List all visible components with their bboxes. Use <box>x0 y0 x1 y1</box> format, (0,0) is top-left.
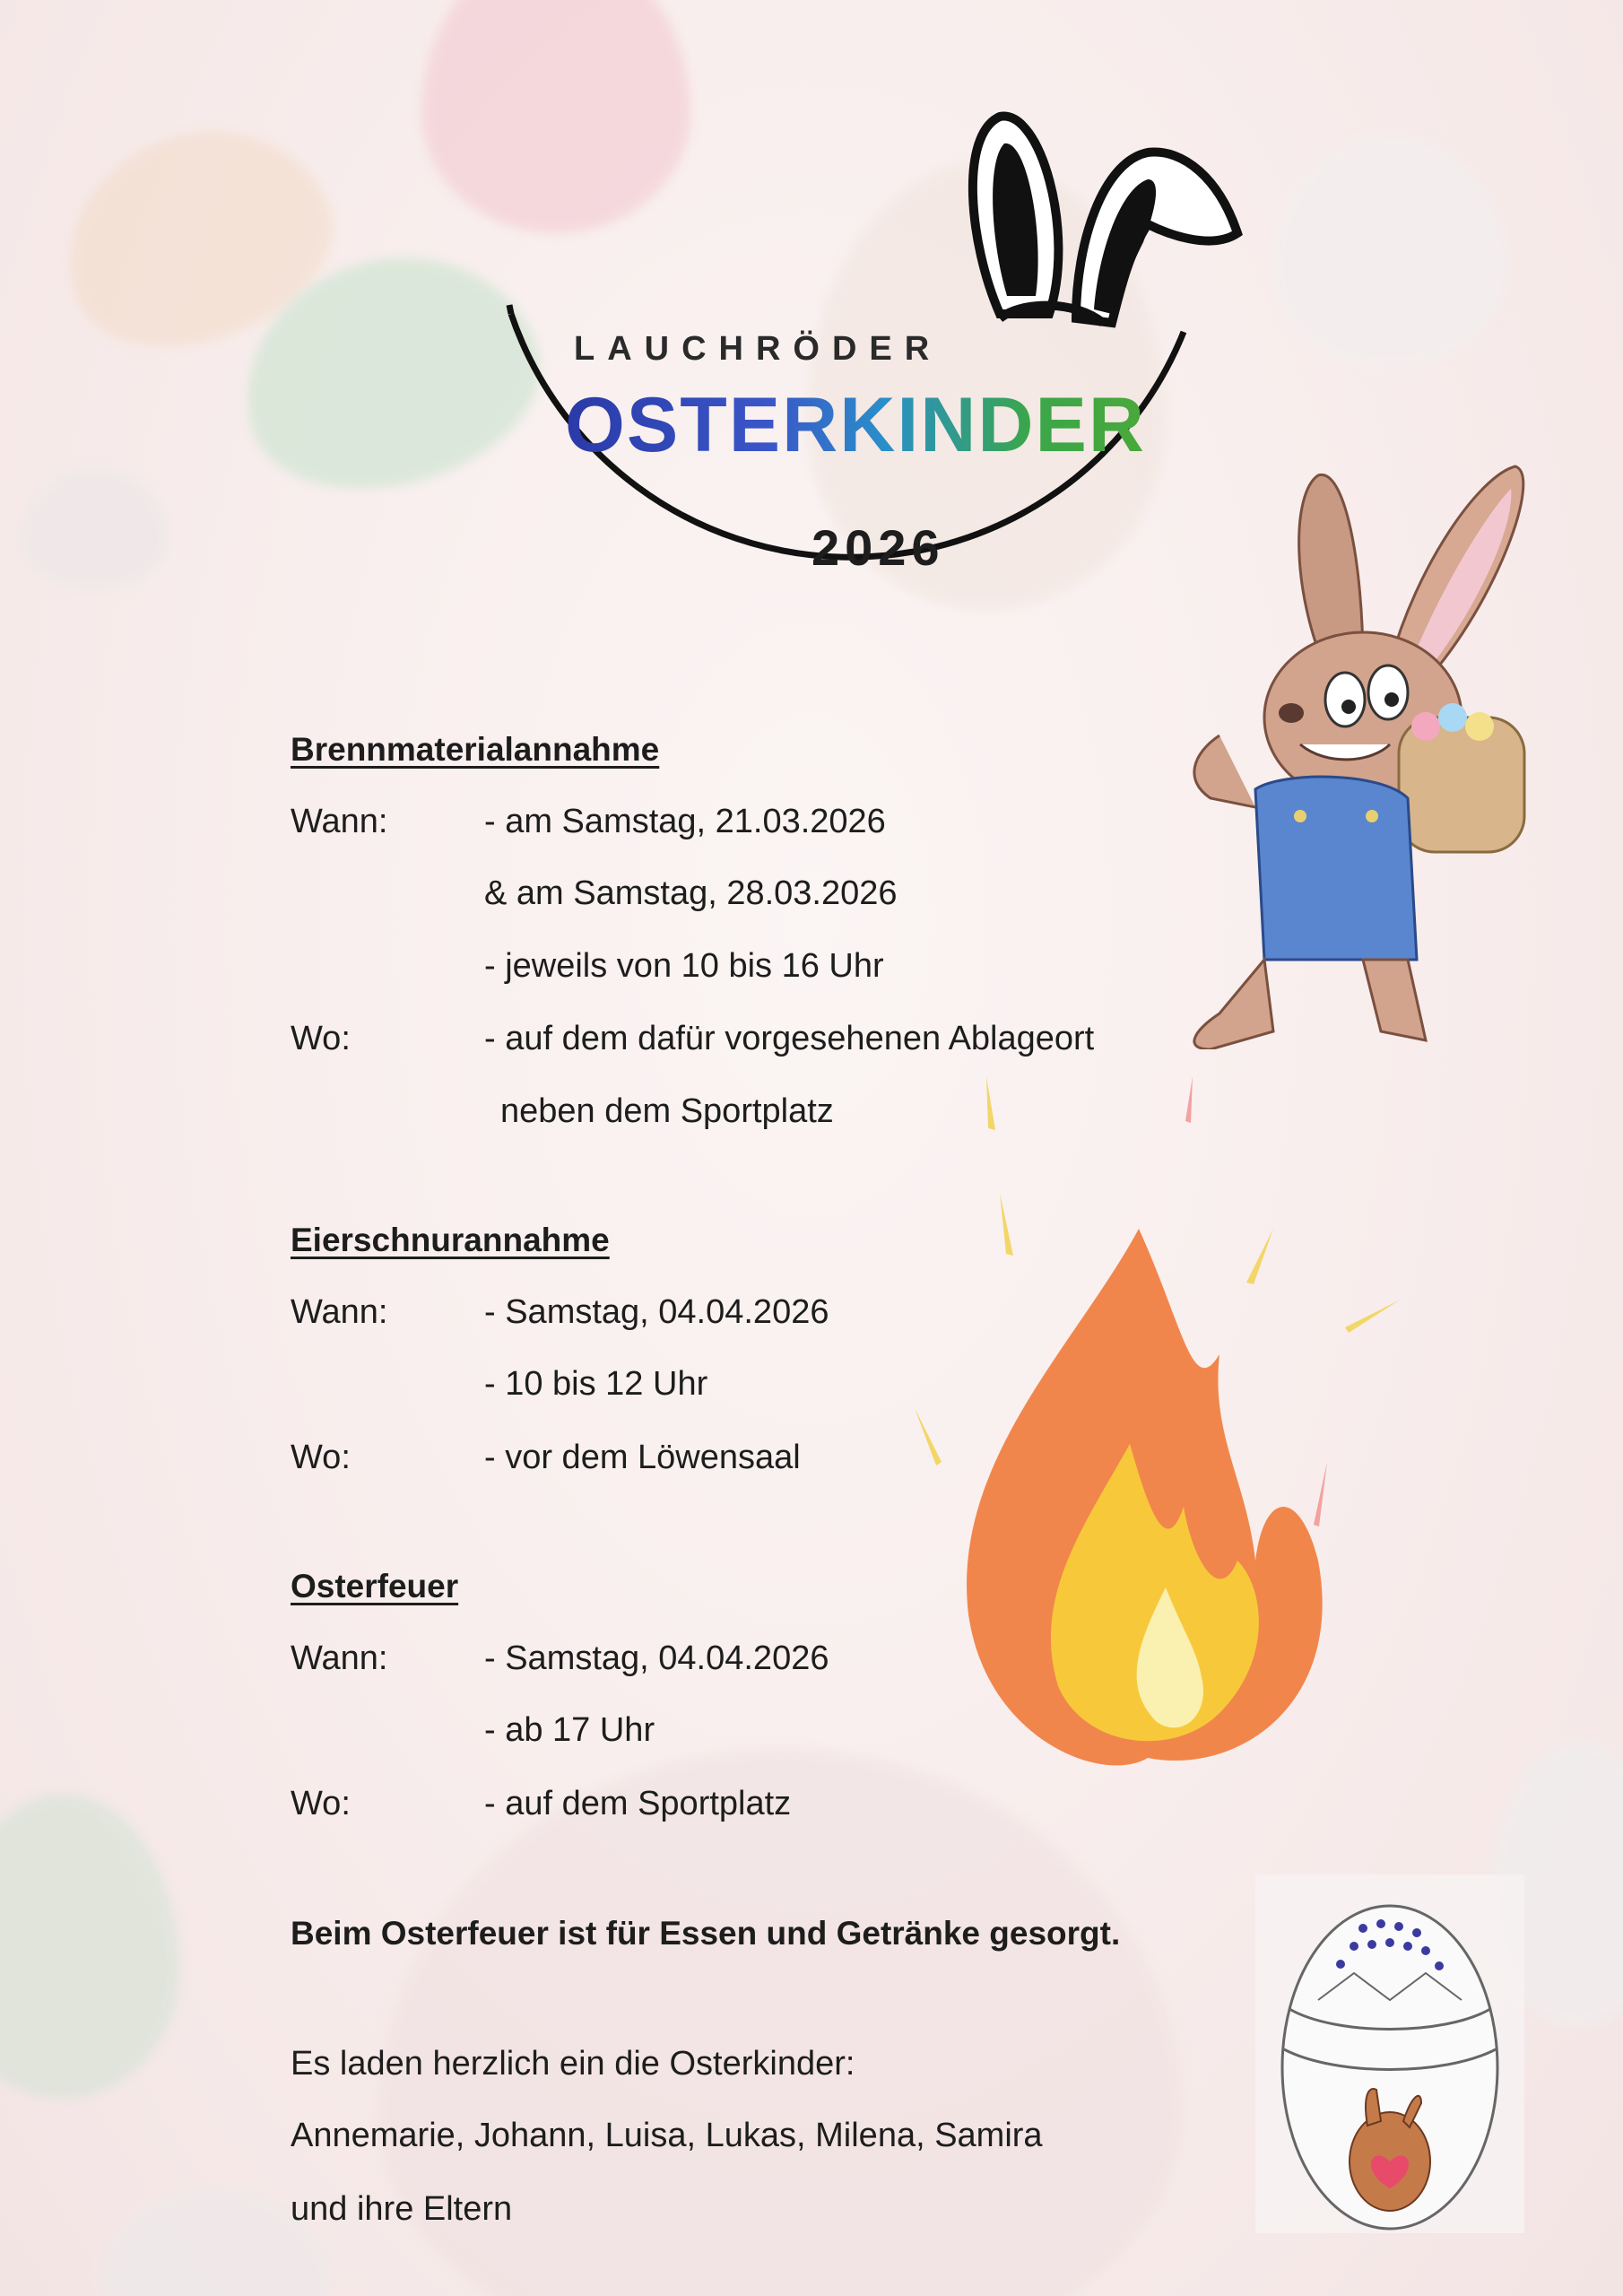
row-label: Wann: <box>291 1639 388 1677</box>
logo-year: 2026 <box>812 519 945 576</box>
row-value: neben dem Sportplatz <box>500 1092 834 1130</box>
row-value: - auf dem Sportplatz <box>484 1785 792 1822</box>
row-value: - ab 17 Uhr <box>484 1711 655 1749</box>
section-heading-brennmaterial: Brennmaterialannahme <box>291 731 660 768</box>
invitation-line1: Es laden herzlich ein die Osterkinder: <box>291 2045 855 2083</box>
row-value: - 10 bis 12 Uhr <box>484 1365 708 1403</box>
row-value: - Samstag, 04.04.2026 <box>484 1639 829 1677</box>
row-value: - am Samstag, 21.03.2026 <box>484 803 886 840</box>
row-value: - vor dem Löwensaal <box>484 1439 801 1476</box>
egg-white <box>1273 135 1506 368</box>
egg-mint-bottom <box>0 1794 179 2099</box>
bunny-ears-icon <box>973 116 1237 323</box>
row-label: Wann: <box>291 1293 388 1331</box>
egg-small <box>18 466 170 592</box>
fire-illustration <box>897 1058 1506 1794</box>
logo-line1: LAUCHRÖDER <box>574 330 942 368</box>
row-value: - Samstag, 04.04.2026 <box>484 1293 829 1331</box>
row-label: Wo: <box>291 1020 351 1057</box>
food-note: Beim Osterfeuer ist für Essen und Getränke gesorgt. <box>291 1915 1121 1952</box>
row-label: Wo: <box>291 1785 351 1822</box>
row-label: Wo: <box>291 1439 351 1476</box>
bunny-illustration <box>1157 457 1551 1049</box>
row-label: Wann: <box>291 803 388 840</box>
row-value: - jeweils von 10 bis 16 Uhr <box>484 947 884 985</box>
section-heading-eierschnur: Eierschnurannahme <box>291 1222 610 1258</box>
egg-bunny-illustration <box>1255 1874 1524 2233</box>
row-value: - auf dem dafür vorgesehenen Ablageort <box>484 1020 1095 1057</box>
section-heading-osterfeuer: Osterfeuer <box>291 1568 459 1605</box>
invitation-names: Annemarie, Johann, Luisa, Lukas, Milena, Samira <box>291 2117 1043 2154</box>
logo-line2: OSTERKINDER <box>565 382 1146 468</box>
row-value: & am Samstag, 28.03.2026 <box>484 874 898 912</box>
invitation-line3: und ihre Eltern <box>291 2190 513 2228</box>
